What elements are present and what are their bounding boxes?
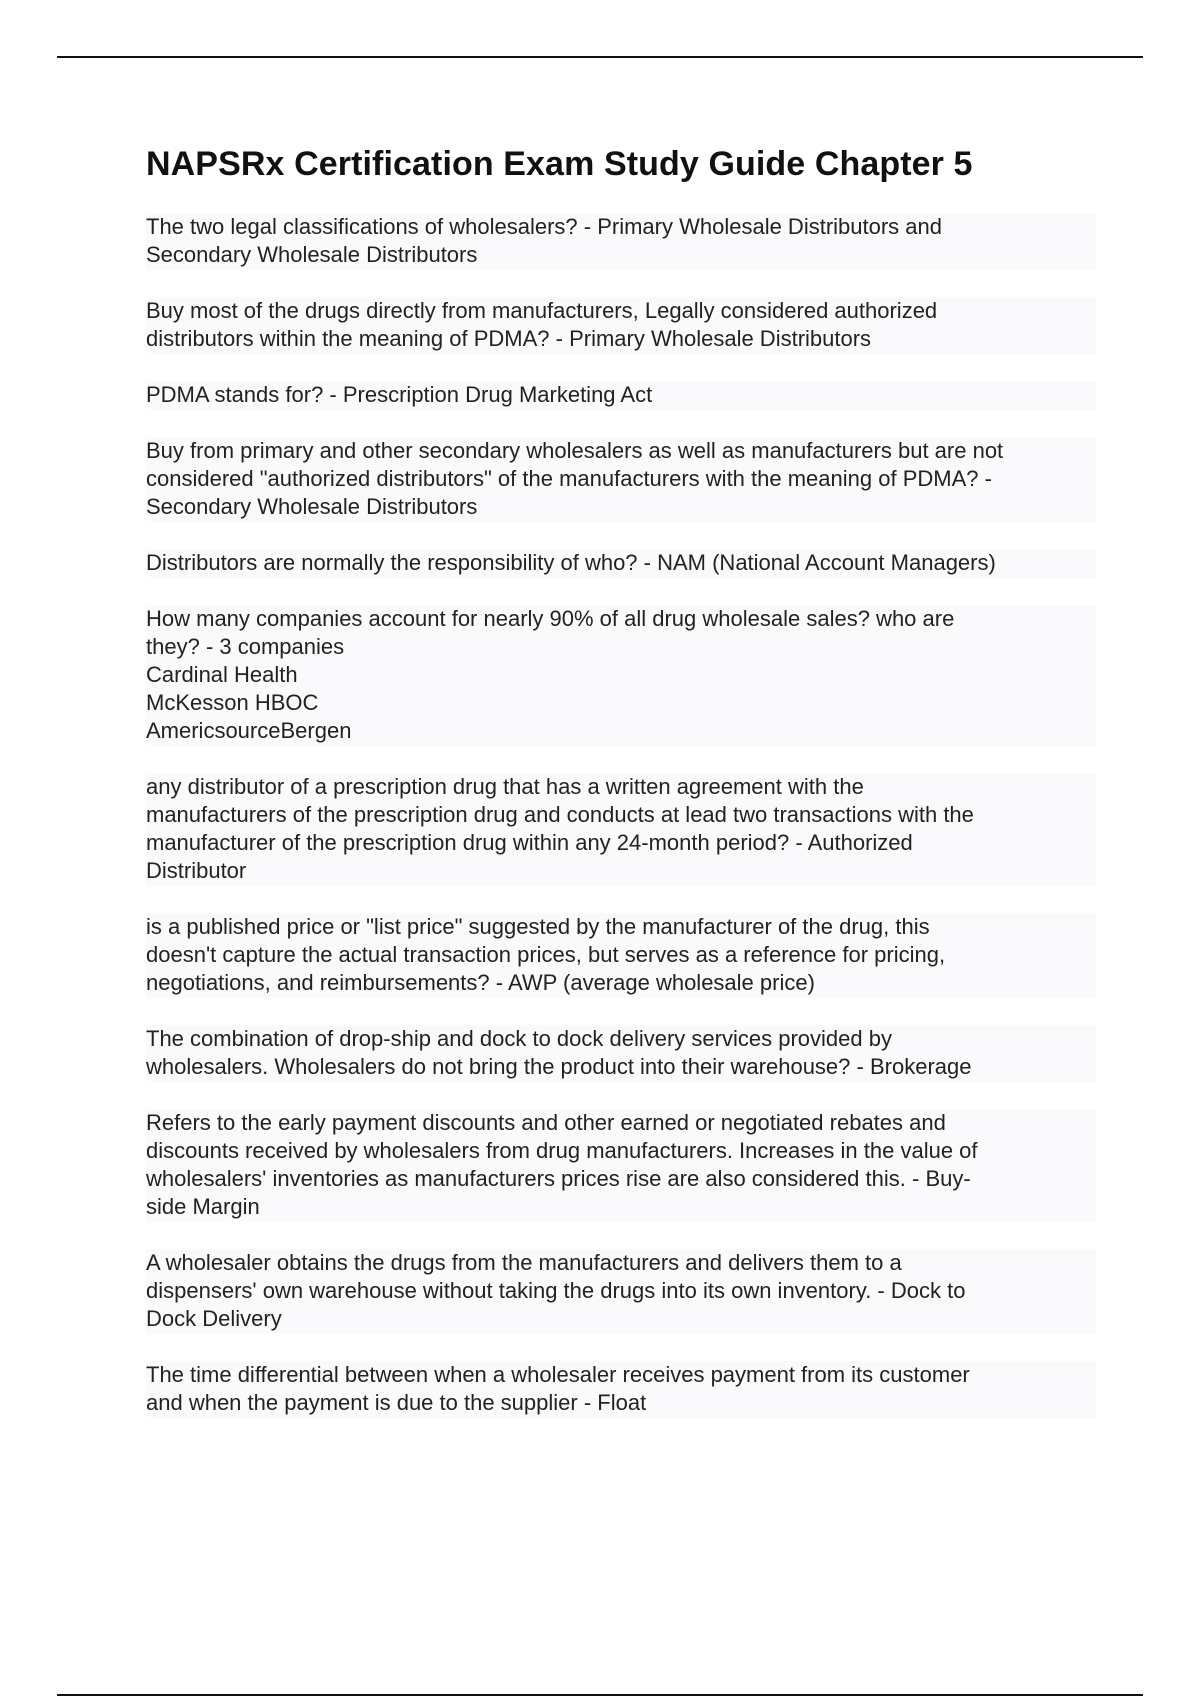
question-text: Buy most of the drugs directly from manufacturers, Legally considered authorized distributors within the meaning of PDMA? (146, 298, 938, 351)
qa-entry (146, 1249, 1096, 1333)
qa-entry (146, 605, 1096, 745)
document-body (146, 143, 1096, 1445)
qa-separator: - (549, 326, 570, 351)
top-rule (57, 56, 1143, 58)
question-text: PDMA stands for? (146, 382, 324, 407)
qa-entry (146, 381, 1096, 409)
qa-separator: - (789, 830, 808, 855)
qa-separator: - (850, 1054, 870, 1079)
question-text: any distributor of a prescription drug that has a written agreement with the manufacturers of the prescription drug and conducts at lead two transactions with the manufacturer of the prescription drug within any 24-month period? (146, 774, 974, 855)
qa-entry (146, 913, 1096, 997)
question-text: The two legal classifications of wholesalers? (146, 214, 578, 239)
answer-text: NAM (National Account Managers) (657, 550, 996, 575)
answer-text: Primary Wholesale Distributors and Secondary Wholesale Distributors (146, 214, 942, 267)
answer-text: Brokerage (869, 1054, 972, 1079)
qa-entry (146, 213, 1096, 269)
qa-entry (146, 297, 1096, 353)
qa-entry (146, 437, 1096, 521)
qa-separator: - (978, 466, 992, 491)
answer-text: Prescription Drug Marketing Act (342, 382, 653, 407)
question-text: is a published price or "list price" suggested by the manufacturer of the drug, this doesn't capture the actual transaction prices, but serves as a reference for pricing, negotiations, and reimbursements? (146, 914, 946, 995)
qa-separator: - (905, 1166, 926, 1191)
question-text: A wholesaler obtains the drugs from the manufacturers and delivers them to a dispensers' own warehouse without taking the drugs into its own inventory. (146, 1250, 902, 1303)
answer-text: Authorized Distributor (146, 830, 913, 883)
qa-separator: - (489, 970, 508, 995)
answer-text: 3 companies Cardinal Health McKesson HBOC AmericsourceBergen (146, 634, 352, 743)
answer-text: Float (597, 1390, 647, 1415)
answer-text: Primary Wholesale Distributors (569, 326, 872, 351)
qa-separator: - (871, 1278, 891, 1303)
qa-separator: - (577, 214, 598, 239)
qa-entry (146, 1025, 1096, 1081)
question-text: How many companies account for nearly 90% of all drug wholesale sales? who are they? (146, 606, 955, 659)
qa-entry (146, 773, 1096, 885)
qa-entry (146, 1361, 1096, 1417)
qa-separator: - (577, 1390, 598, 1415)
qa-separator: - (637, 550, 658, 575)
page-title: NAPSRx Certification Exam Study Guide Chapter 5 (146, 145, 973, 183)
question-text: Refers to the early payment discounts and other earned or negotiated rebates and discounts received by wholesalers from drug manufacturers. Increases in the value of wholesalers' inventories as manufacturers prices rise are also considered this. (146, 1110, 978, 1191)
answer-text: Secondary Wholesale Distributors (146, 494, 478, 519)
question-text: Distributors are normally the responsibility of who? (146, 550, 638, 575)
qa-separator: - (323, 382, 343, 407)
question-text: The combination of drop-ship and dock to dock delivery services provided by wholesalers. Wholesalers do not bring the product into their warehouse? (146, 1026, 892, 1079)
answer-text: Buy- side Margin (146, 1166, 971, 1219)
bottom-rule (57, 1694, 1143, 1696)
qa-entry (146, 1109, 1096, 1221)
answer-text: Dock to Dock Delivery (146, 1278, 966, 1331)
question-text: Buy from primary and other secondary wholesalers as well as manufacturers but are not considered "authorized distributors" of the manufacturers with the meaning of PDMA? (146, 438, 1004, 491)
qa-entry (146, 549, 1096, 577)
question-text: The time differential between when a wholesaler receives payment from its customer and when the payment is due to the supplier (146, 1362, 970, 1415)
qa-separator: - (199, 634, 220, 659)
answer-text: AWP (average wholesale price) (508, 970, 815, 995)
